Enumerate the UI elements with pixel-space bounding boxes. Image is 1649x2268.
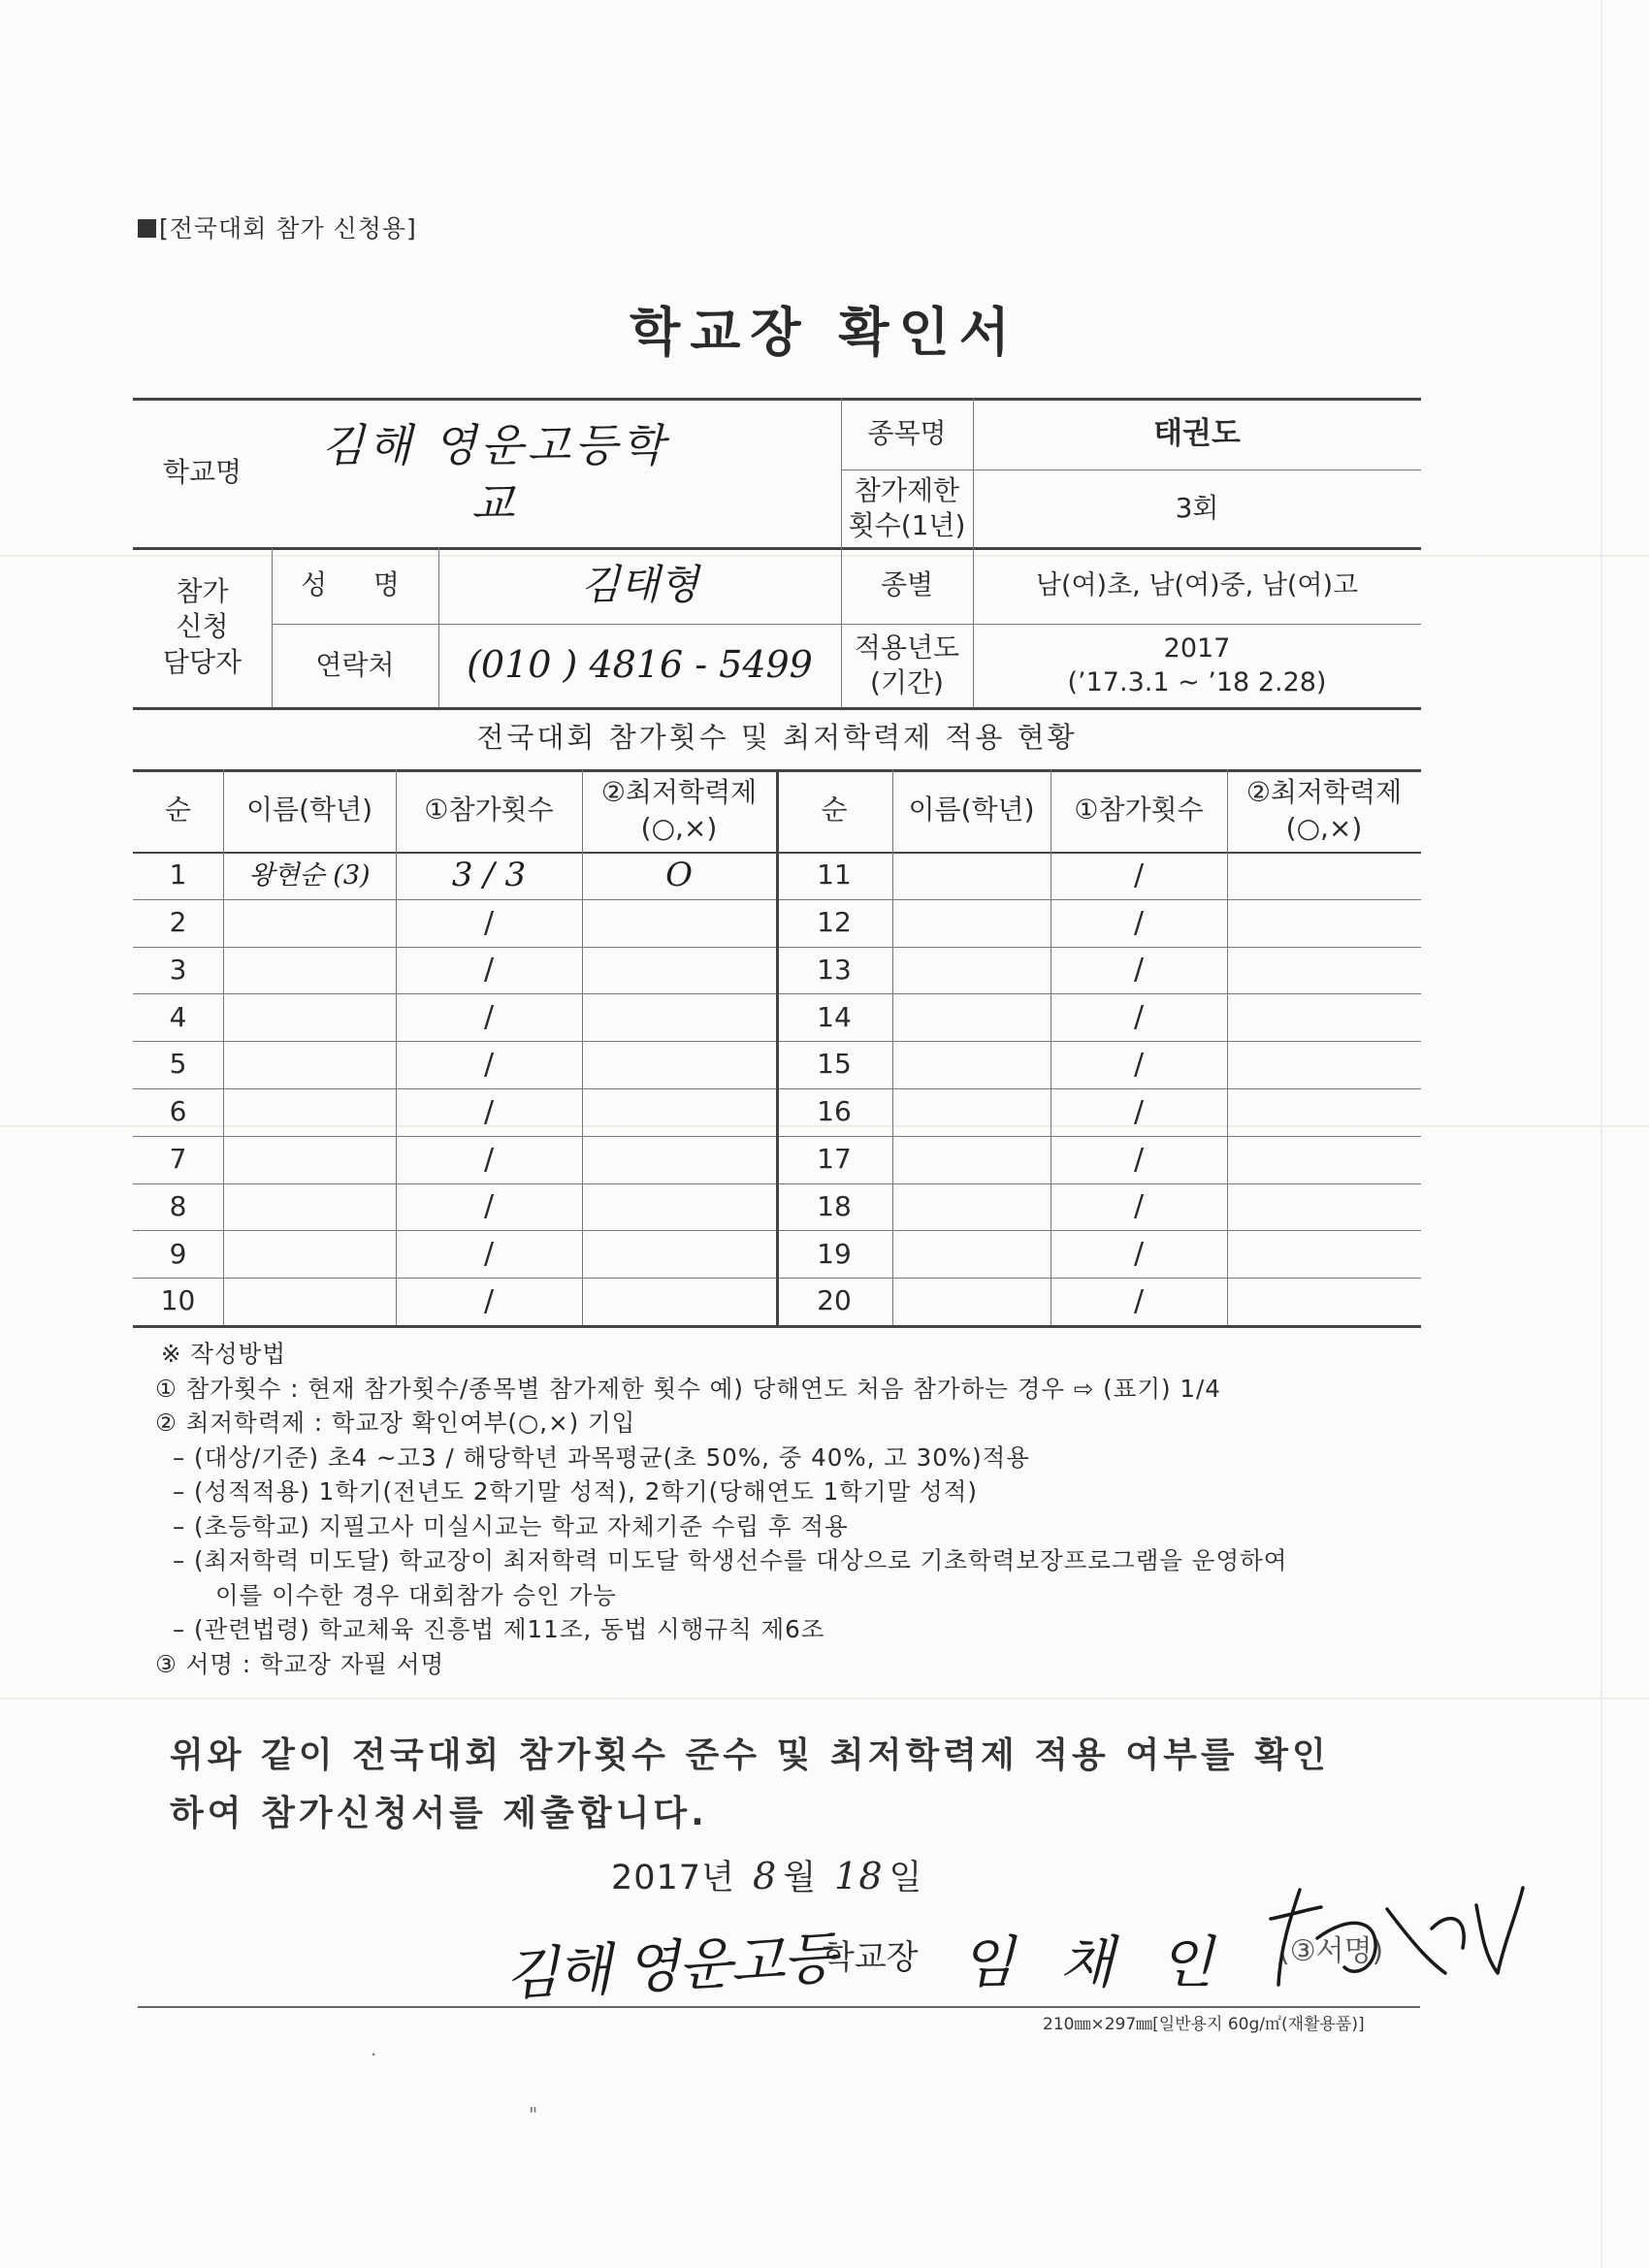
cell-academic [582, 1041, 776, 1088]
cell-seq: 6 [169, 1095, 187, 1128]
cell-academic [582, 1088, 776, 1136]
date-month-unit: 월 [783, 1859, 818, 1897]
cell-count: 3 / 3 [451, 856, 527, 895]
cell-seq: 20 [817, 1284, 852, 1317]
declaration-text [170, 1727, 1330, 1843]
declaration-line1: 위와 같이 전국대회 참가횟수 준수 및 최저학력제 적용 여부를 확인 [170, 1735, 1330, 1775]
manager-label-line2: 신청 [176, 610, 229, 643]
cell-count: / [483, 1284, 495, 1319]
date-month-handwritten: 8 [753, 1855, 778, 1897]
manager-label [133, 547, 272, 707]
school-name-label: 학교명 [162, 455, 242, 488]
limit-label-line2: 횟수(1년) [848, 509, 966, 541]
cell-academic [582, 1183, 776, 1231]
cell-academic [582, 1278, 776, 1325]
academic-header-line1: ②최저학력제 [1245, 776, 1403, 809]
col-header-name: 이름(학년) [245, 794, 373, 826]
manager-contact-value: (010 ) 4816 - 5499 [467, 643, 813, 687]
cell-academic [1227, 852, 1421, 899]
status-section-title: 전국대회 참가횟수 및 최저학력제 적용 현황 [476, 721, 1078, 754]
cell-name [892, 1230, 1051, 1278]
cell-academic [1227, 947, 1421, 994]
academic-header-line1: ②최저학력제 [600, 776, 758, 809]
cell-seq: 2 [169, 906, 187, 938]
signature-label: (③서명) [1278, 1934, 1384, 1968]
note-2c: – (초등학교) 지필고사 미실시교는 학교 자체기준 수립 후 적용 [173, 1511, 849, 1540]
cell-academic [1227, 1041, 1421, 1088]
col-header-name: 이름(학년) [908, 794, 1035, 826]
cell-count: / [483, 1237, 495, 1272]
footer-divider [138, 2006, 1420, 2008]
declaration-line2: 하여 참가신청서를 제출합니다. [170, 1794, 708, 1833]
cell-count: / [1133, 953, 1145, 988]
cell-academic [1227, 1088, 1421, 1136]
submission-date [611, 1851, 922, 1899]
note-1: ① 참가횟수 : 현재 참가횟수/종목별 참가제한 횟수 예) 당해연도 처음 참가하는 경우 ⇨ (표기) 1/4 [155, 1374, 1221, 1403]
cell-count: / [1133, 1142, 1145, 1177]
cell-name [223, 993, 396, 1041]
applied-year-value [973, 624, 1421, 707]
writing-instructions [155, 1337, 1287, 1681]
cell-count: / [1133, 1237, 1145, 1272]
cell-count: / [483, 1142, 495, 1177]
cell-academic [1227, 1183, 1421, 1231]
document-title: 학교장 확인서 [630, 302, 1019, 363]
cell-seq: 17 [817, 1143, 852, 1175]
cell-seq: 13 [817, 953, 852, 986]
year-label-line1: 적용년도 [854, 631, 960, 664]
cell-academic [582, 1136, 776, 1183]
note-3: ③ 서명 : 학교장 자필 서명 [155, 1649, 445, 1678]
principal-signature [1261, 1880, 1533, 1996]
cell-name [223, 1278, 396, 1325]
academic-header-line2: (○,×) [640, 811, 718, 844]
note-2a: – (대상/기준) 초4 ~고3 / 해당학년 과목평균(초 50%, 중 40%, 고 30%)적용 [173, 1442, 1030, 1472]
cell-name [892, 852, 1051, 899]
cell-name [892, 993, 1051, 1041]
speck: · [371, 2043, 377, 2066]
col-header-count: ①참가횟수 [424, 794, 554, 826]
col-header-count: ①참가횟수 [1074, 794, 1204, 826]
col-header-academic [1227, 769, 1421, 852]
school-name-value: 김해 영운고등학교 [321, 419, 668, 530]
paper-spec: 210㎜×297㎜[일반용지 60g/㎡(재활용품)] [1043, 2015, 1365, 2034]
cell-count: / [1133, 858, 1145, 892]
cell-count: / [1133, 1048, 1145, 1083]
cell-seq: 11 [817, 859, 852, 891]
cell-name [892, 1136, 1051, 1183]
academic-header-line2: (○,×) [1285, 811, 1363, 844]
cell-name [892, 1088, 1051, 1136]
principal-title: 학교장 [823, 1938, 919, 1977]
date-day-handwritten: 18 [834, 1855, 884, 1897]
cell-name [892, 947, 1051, 994]
square-bullet-icon [138, 219, 156, 238]
participation-limit-label [841, 470, 973, 547]
cell-seq: 12 [817, 906, 852, 938]
sport-value: 태권도 [1153, 415, 1241, 451]
col-header-academic [582, 769, 776, 852]
cell-name [223, 1230, 396, 1278]
cell-seq: 7 [169, 1143, 187, 1175]
cell-seq: 10 [160, 1284, 196, 1317]
date-year: 2017년 [611, 1859, 735, 1897]
cell-name [223, 947, 396, 994]
cell-seq: 9 [169, 1237, 187, 1270]
cell-name [223, 1183, 396, 1231]
cell-seq: 1 [169, 859, 187, 891]
manager-label-line1: 참가 [176, 574, 229, 607]
cell-academic [582, 899, 776, 947]
cell-name [223, 1136, 396, 1183]
cell-seq: 18 [817, 1189, 852, 1222]
form-tag-text: [전국대회 참가 신청용] [159, 214, 417, 243]
cell-name [892, 1278, 1051, 1325]
cell-count: / [483, 1189, 495, 1224]
cell-count: / [1133, 905, 1145, 940]
cell-seq: 16 [817, 1095, 852, 1128]
cell-name [223, 899, 396, 947]
year-label-line2: (기간) [870, 666, 944, 698]
cell-count: / [483, 1048, 495, 1083]
manager-contact-label: 연락처 [315, 648, 395, 681]
cell-name [892, 1183, 1051, 1231]
manager-name-value: 김태형 [580, 561, 699, 609]
speck: " [529, 2103, 538, 2126]
principal-name-handwritten: 임 채 인 [960, 1929, 1227, 1995]
cell-seq: 8 [169, 1189, 187, 1222]
cell-academic [1227, 1136, 1421, 1183]
cell-seq: 3 [169, 953, 187, 986]
manager-label-line3: 담당자 [162, 645, 242, 678]
applied-year-label [841, 624, 973, 707]
cell-count: / [483, 905, 495, 940]
cell-count: / [483, 1000, 495, 1035]
school-name-handwritten: 김해 영운고등 [502, 1925, 837, 2008]
cell-academic [582, 947, 776, 994]
cell-count: / [483, 953, 495, 988]
note-2: ② 최저학력제 : 학교장 확인여부(○,×) 기입 [155, 1409, 636, 1437]
cell-name [223, 1088, 396, 1136]
category-label: 종별 [880, 568, 934, 601]
cell-academic [1227, 1278, 1421, 1325]
note-2e: – (관련법령) 학교체육 진흥법 제11조, 동법 시행규칙 제6조 [173, 1615, 825, 1643]
cell-seq: 5 [169, 1048, 187, 1081]
cell-academic [1227, 993, 1421, 1041]
cell-name [892, 899, 1051, 947]
cell-count: / [1133, 1094, 1145, 1129]
cell-seq: 14 [817, 1000, 852, 1033]
cell-seq: 19 [817, 1237, 852, 1270]
col-header-seq: 순 [821, 794, 848, 826]
cell-academic [582, 993, 776, 1041]
cell-count: / [1133, 1189, 1145, 1224]
cell-name [223, 1041, 396, 1088]
note-2b: – (성적적용) 1학기(전년도 2학기말 성적), 2학기(당해연도 1학기말 성적) [173, 1477, 978, 1506]
year-value-line1: 2017 [1163, 632, 1231, 664]
cell-academic: O [665, 856, 693, 895]
cell-count: / [1133, 1284, 1145, 1319]
cell-academic [1227, 1230, 1421, 1278]
cell-academic [582, 1230, 776, 1278]
cell-name [892, 1041, 1051, 1088]
manager-name-label: 성 명 [301, 568, 409, 601]
fold-line [0, 1698, 1649, 1700]
category-value: 남(여)초, 남(여)중, 남(여)고 [1035, 569, 1359, 600]
note-2d-cont: 이를 이수한 경우 대회참가 승인 가능 [215, 1580, 617, 1609]
cell-seq: 15 [817, 1048, 852, 1081]
cell-count: / [483, 1094, 495, 1129]
participation-limit-value: 3회 [1175, 491, 1219, 524]
date-day-unit: 일 [889, 1859, 923, 1897]
col-header-seq: 순 [164, 794, 192, 826]
limit-label-line1: 참가제한 [854, 473, 960, 506]
cell-name: 왕현순 (3) [248, 859, 371, 891]
notes-heading: ※ 작성방법 [161, 1340, 286, 1368]
cell-count: / [1133, 1000, 1145, 1035]
year-value-line2: (’17.3.1 ~ ’18 2.28) [1067, 667, 1327, 697]
cell-seq: 4 [169, 1000, 187, 1033]
form-usage-tag [138, 210, 417, 244]
note-2d: – (최저학력 미도달) 학교장이 최저학력 미도달 학생선수를 대상으로 기초학력보장프로그램을 운영하여 [173, 1546, 1288, 1574]
cell-academic [1227, 899, 1421, 947]
sport-label: 종목명 [867, 416, 947, 449]
